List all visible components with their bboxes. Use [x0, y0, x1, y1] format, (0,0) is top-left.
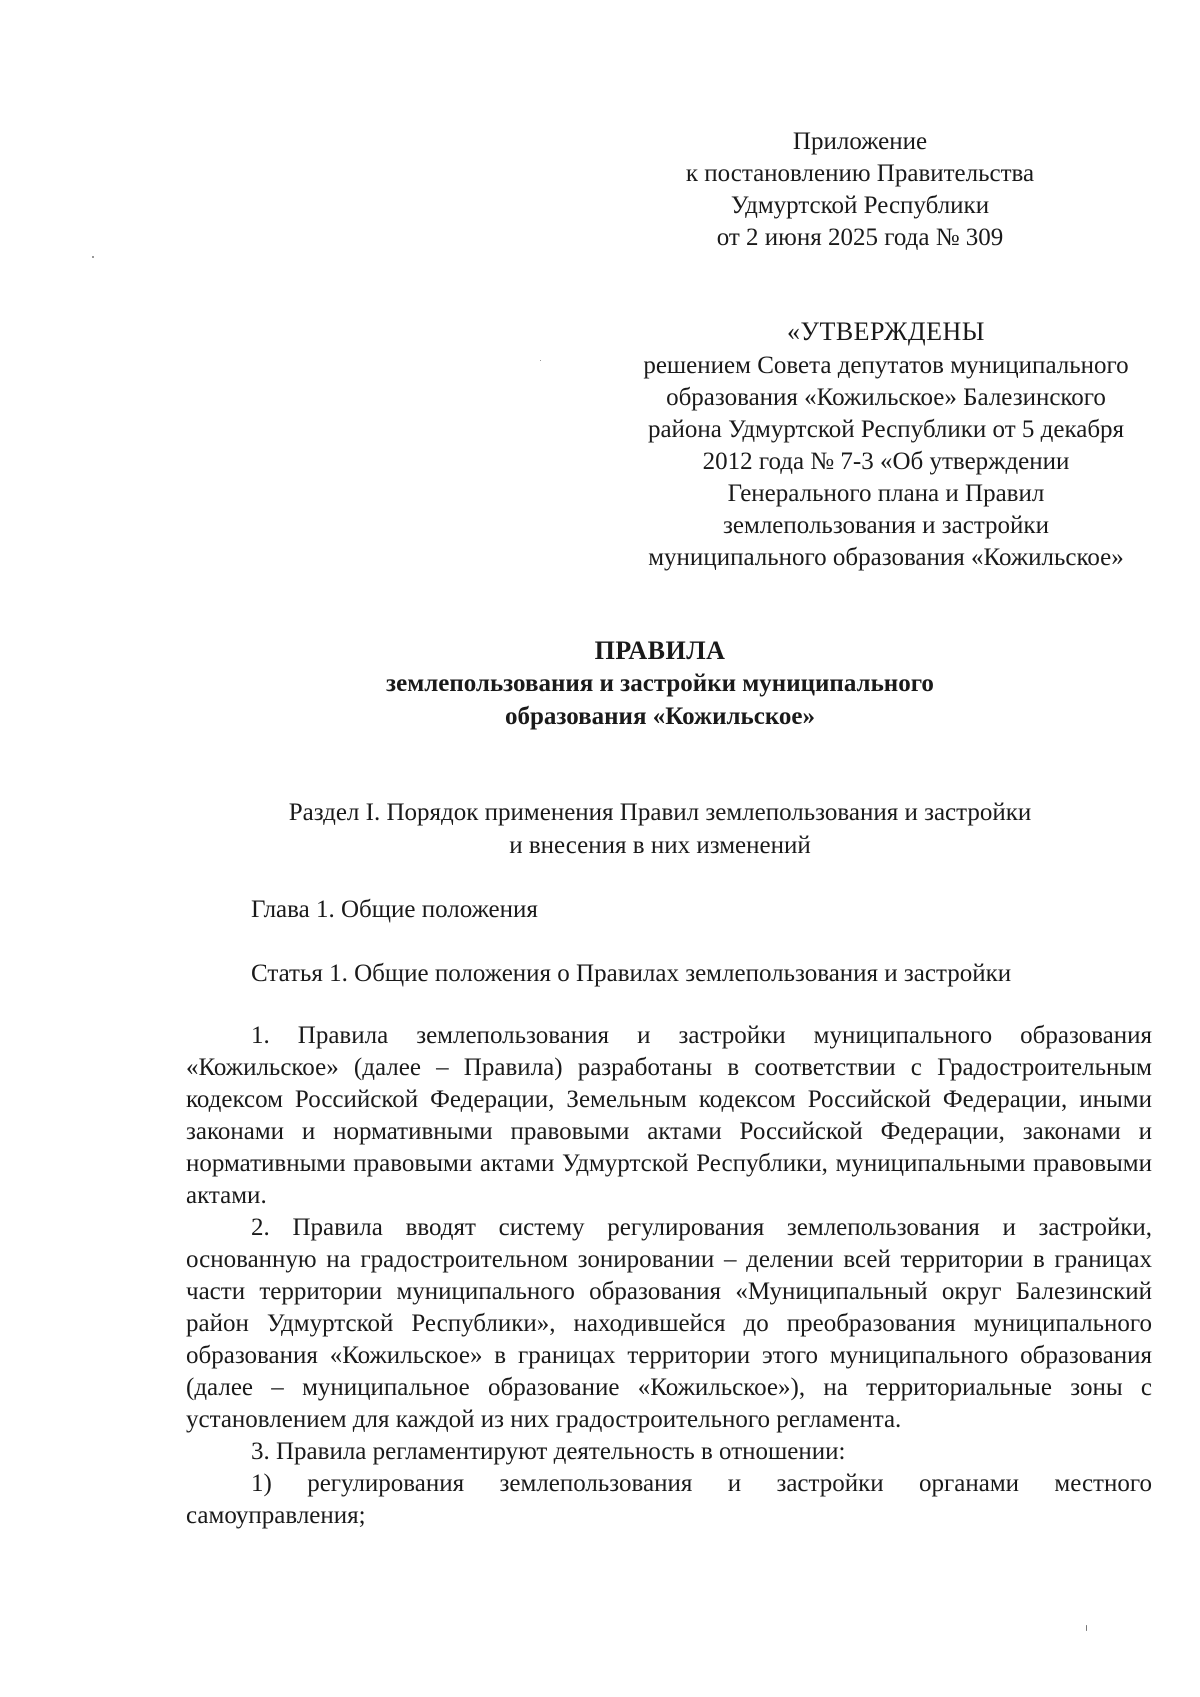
document-title — [160, 634, 1160, 733]
title-line: образования «Кожильское» — [504, 703, 816, 730]
chapter-heading: Глава 1. Общие положения — [251, 896, 538, 923]
section-heading — [160, 796, 1160, 862]
scan-speck — [540, 360, 541, 361]
appendix-block — [640, 126, 1080, 254]
scan-speck — [92, 256, 94, 258]
section-line: и внесения в них изменений — [509, 832, 811, 859]
paragraph: 1) регулирования землепользования и застройки органами местного самоуправления; — [186, 1470, 1152, 1529]
article-heading: Статья 1. Общие положения о Правилах землепользования и застройки — [251, 960, 1012, 987]
approval-heading: «УТВЕРЖДЕНЫ — [787, 317, 985, 346]
body-text — [186, 1020, 1152, 1532]
approval-line: решением Совета депутатов муниципального — [643, 352, 1129, 379]
approval-line: Генерального плана и Правил — [727, 480, 1045, 507]
paragraph: 2. Правила вводят систему регулирования землепользования и застройки, основанную на градостроительном зонировании – делении всей территории в границах части территории муниципального образования «Муниципальный округ Балезинский район Удмуртской Республики», находившейся до преобразования муниципального образования «Кожильское» в границах территории этого муниципального образования (далее – муниципальное образование «Кожильское»), на территориальные зоны с установлением для каждой из них градостроительного регламента. — [186, 1214, 1152, 1433]
approval-line: образования «Кожильское» Балезинского — [666, 384, 1106, 411]
appendix-line: Удмуртской Республики — [730, 192, 990, 219]
paragraph: 3. Правила регламентируют деятельность в отношении: — [251, 1438, 846, 1465]
title-line: землепользования и застройки муниципального — [386, 670, 934, 697]
approval-line: землепользования и застройки — [723, 512, 1049, 539]
appendix-line: от 2 июня 2025 года № 309 — [716, 224, 1004, 251]
approval-line: 2012 года № 7-3 «Об утверждении — [702, 448, 1070, 475]
approval-block — [596, 316, 1176, 574]
title-main: ПРАВИЛА — [594, 636, 726, 665]
scan-speck — [1086, 1625, 1087, 1631]
section-line: Раздел I. Порядок применения Правил землепользования и застройки — [288, 799, 1032, 826]
appendix-line: к постановлению Правительства — [685, 160, 1035, 187]
approval-line: района Удмуртской Республики от 5 декабря — [647, 416, 1125, 443]
paragraph: 1. Правила землепользования и застройки муниципального образования «Кожильское» (далее – Правила) разработаны в соответствии с Градостроительным кодексом Российской Федерации, Земельным кодексом Российской Федерации, иными законами и нормативными правовыми актами Российской Федерации, законами и нормативными правовыми актами Удмуртской Республики, муниципальными правовыми актами. — [186, 1022, 1152, 1209]
approval-line: муниципального образования «Кожильское» — [648, 544, 1124, 571]
appendix-line: Приложение — [792, 128, 928, 155]
